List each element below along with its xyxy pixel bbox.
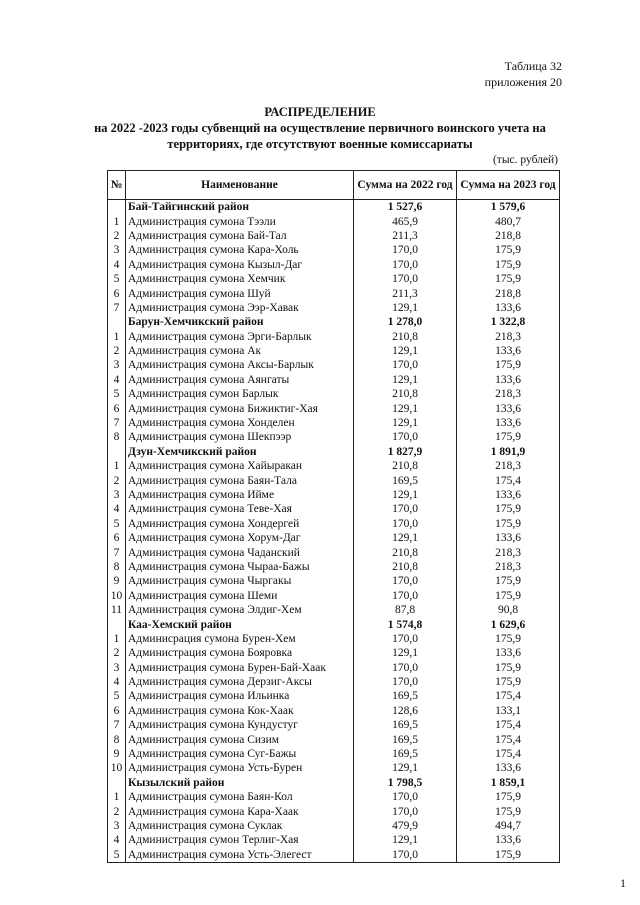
row-sum-2023: 1 859,1 — [457, 776, 560, 790]
table-row — [108, 560, 560, 574]
table-row — [108, 502, 560, 516]
row-sum-2022: 210,8 — [354, 560, 457, 574]
table-row — [108, 243, 560, 257]
row-sum-2023: 175,4 — [457, 732, 560, 746]
row-sum-2022: 170,0 — [354, 502, 457, 516]
row-sum-2022: 170,0 — [354, 675, 457, 689]
row-name: Администрация сумона Бурен-Бай-Хаак — [126, 661, 354, 675]
row-name: Администрация сумона Усть-Бурен — [126, 761, 354, 775]
row-number: 8 — [108, 560, 126, 574]
table-row — [108, 732, 560, 746]
title-line-2: на 2022 -2023 годы субвенций на осуществление первичного воинского учета на — [94, 121, 546, 135]
table-row — [108, 574, 560, 588]
row-number: 6 — [108, 401, 126, 415]
row-sum-2023: 133,6 — [457, 646, 560, 660]
row-number: 1 — [108, 790, 126, 804]
row-name: Администрация сумона Кара-Хаак — [126, 804, 354, 818]
row-sum-2022: 210,8 — [354, 545, 457, 559]
row-name: Администрация сумона Аксы-Барлык — [126, 358, 354, 372]
row-name: Администрация сумона Ээр-Хавак — [126, 301, 354, 315]
table-row — [108, 258, 560, 272]
row-sum-2023: 1 322,8 — [457, 315, 560, 329]
row-sum-2023: 175,9 — [457, 272, 560, 286]
row-sum-2022: 128,6 — [354, 704, 457, 718]
row-sum-2022: 1 574,8 — [354, 617, 457, 631]
row-name: Администрация сумона Баян-Тала — [126, 473, 354, 487]
row-sum-2023: 133,6 — [457, 401, 560, 415]
row-sum-2022: 170,0 — [354, 848, 457, 863]
table-row — [108, 272, 560, 286]
row-name: Администрация сумона Элдиг-Хем — [126, 603, 354, 617]
row-sum-2022: 210,8 — [354, 387, 457, 401]
row-sum-2023: 133,6 — [457, 531, 560, 545]
row-number: 2 — [108, 229, 126, 243]
column-header-number: № — [108, 171, 126, 200]
row-sum-2023: 133,1 — [457, 704, 560, 718]
row-number: 6 — [108, 704, 126, 718]
table-row — [108, 603, 560, 617]
row-sum-2023: 175,9 — [457, 243, 560, 257]
row-number — [108, 776, 126, 790]
row-number — [108, 617, 126, 631]
row-name: Администрация сумона Бижиктиг-Хая — [126, 401, 354, 415]
table-row — [108, 301, 560, 315]
row-name: Администрация сумона Хондергей — [126, 517, 354, 531]
table-row — [108, 344, 560, 358]
row-sum-2022: 170,0 — [354, 632, 457, 646]
row-number: 7 — [108, 301, 126, 315]
row-number: 5 — [108, 387, 126, 401]
row-sum-2022: 170,0 — [354, 358, 457, 372]
table-row — [108, 330, 560, 344]
table-row — [108, 401, 560, 415]
row-sum-2022: 129,1 — [354, 531, 457, 545]
row-sum-2023: 218,3 — [457, 459, 560, 473]
row-sum-2022: 169,5 — [354, 747, 457, 761]
table-row — [108, 819, 560, 833]
row-name: Администрация сумона Аянгаты — [126, 373, 354, 387]
row-number: 4 — [108, 833, 126, 847]
row-number: 10 — [108, 761, 126, 775]
table-row — [108, 459, 560, 473]
row-sum-2023: 218,8 — [457, 286, 560, 300]
row-sum-2022: 170,0 — [354, 430, 457, 444]
row-name: Администрация сумона Баян-Кол — [126, 790, 354, 804]
row-number: 6 — [108, 531, 126, 545]
row-sum-2023: 480,7 — [457, 214, 560, 228]
table-row — [108, 589, 560, 603]
table-row — [108, 488, 560, 502]
row-name: Администрация сумона Кундустуг — [126, 718, 354, 732]
row-number: 1 — [108, 330, 126, 344]
row-name: Администрация сумона Теве-Хая — [126, 502, 354, 516]
row-name: Барун-Хемчикский район — [126, 315, 354, 329]
district-row — [108, 315, 560, 329]
row-number: 7 — [108, 545, 126, 559]
row-sum-2022: 87,8 — [354, 603, 457, 617]
row-number: 2 — [108, 473, 126, 487]
row-sum-2023: 175,9 — [457, 358, 560, 372]
row-sum-2023: 1 891,9 — [457, 445, 560, 459]
table-row — [108, 833, 560, 847]
row-name: Дзун-Хемчикский район — [126, 445, 354, 459]
table-row — [108, 747, 560, 761]
row-sum-2022: 1 527,6 — [354, 200, 457, 215]
row-sum-2023: 133,6 — [457, 416, 560, 430]
row-name: Администрация сумона Хайыракан — [126, 459, 354, 473]
page-number: 1 — [620, 876, 626, 890]
row-number — [108, 200, 126, 215]
row-name: Администрация сумона Дерзиг-Аксы — [126, 675, 354, 689]
row-name: Администрация сумон Терлиг-Хая — [126, 833, 354, 847]
row-sum-2022: 465,9 — [354, 214, 457, 228]
row-name: Каа-Хемский район — [126, 617, 354, 631]
row-sum-2023: 218,3 — [457, 545, 560, 559]
table-row — [108, 661, 560, 675]
row-number — [108, 315, 126, 329]
row-name: Администрация сумона Шекпээр — [126, 430, 354, 444]
row-sum-2022: 129,1 — [354, 488, 457, 502]
row-sum-2023: 218,3 — [457, 330, 560, 344]
row-sum-2023: 175,9 — [457, 574, 560, 588]
title-line-3: территориях, где отсутствуют военные комиссариаты — [167, 137, 473, 151]
column-header-sum-2022: Сумма на 2022 год — [354, 171, 457, 200]
row-sum-2022: 1 827,9 — [354, 445, 457, 459]
row-name: Администрация сумона Суг-Бажы — [126, 747, 354, 761]
row-sum-2023: 175,9 — [457, 430, 560, 444]
row-sum-2022: 211,3 — [354, 286, 457, 300]
row-sum-2022: 210,8 — [354, 459, 457, 473]
table-row — [108, 804, 560, 818]
row-number: 8 — [108, 732, 126, 746]
row-name: Администрация сумона Эрги-Барлык — [126, 330, 354, 344]
row-sum-2023: 133,6 — [457, 488, 560, 502]
row-sum-2023: 218,3 — [457, 560, 560, 574]
row-sum-2023: 218,3 — [457, 387, 560, 401]
row-sum-2023: 175,9 — [457, 589, 560, 603]
table-row — [108, 531, 560, 545]
row-number: 3 — [108, 661, 126, 675]
district-row — [108, 776, 560, 790]
row-number: 5 — [108, 848, 126, 863]
row-name: Администрация сумона Чыргакы — [126, 574, 354, 588]
row-name: Кызылский район — [126, 776, 354, 790]
row-name: Администрация сумона Кызыл-Даг — [126, 258, 354, 272]
table-row — [108, 689, 560, 703]
row-sum-2023: 175,9 — [457, 804, 560, 818]
table-row — [108, 790, 560, 804]
row-number: 5 — [108, 272, 126, 286]
table-row — [108, 517, 560, 531]
row-name: Администрация сумона Чыраа-Бажы — [126, 560, 354, 574]
row-sum-2022: 129,1 — [354, 416, 457, 430]
table-row — [108, 675, 560, 689]
document-title — [0, 104, 640, 152]
table-row — [108, 373, 560, 387]
subvention-table — [107, 170, 560, 863]
row-number: 4 — [108, 675, 126, 689]
table-row — [108, 704, 560, 718]
row-sum-2022: 169,5 — [354, 732, 457, 746]
row-sum-2022: 210,8 — [354, 330, 457, 344]
row-sum-2022: 1 798,5 — [354, 776, 457, 790]
row-sum-2023: 175,9 — [457, 675, 560, 689]
row-sum-2023: 175,9 — [457, 258, 560, 272]
table-row — [108, 718, 560, 732]
district-row — [108, 617, 560, 631]
row-sum-2023: 133,6 — [457, 301, 560, 315]
row-sum-2022: 129,1 — [354, 373, 457, 387]
row-number: 4 — [108, 373, 126, 387]
row-sum-2022: 211,3 — [354, 229, 457, 243]
row-sum-2023: 175,4 — [457, 473, 560, 487]
row-sum-2022: 170,0 — [354, 272, 457, 286]
row-name: Админисрация сумона Бурен-Хем — [126, 632, 354, 646]
table-row — [108, 430, 560, 444]
table-row — [108, 387, 560, 401]
column-header-name: Наименование — [126, 171, 354, 200]
table-row — [108, 416, 560, 430]
units-label: (тыс. рублей) — [492, 154, 558, 166]
row-name: Администрация сумона Кара-Холь — [126, 243, 354, 257]
row-sum-2023: 494,7 — [457, 819, 560, 833]
row-sum-2023: 175,9 — [457, 848, 560, 863]
row-sum-2022: 479,9 — [354, 819, 457, 833]
row-sum-2023: 175,9 — [457, 517, 560, 531]
row-number: 11 — [108, 603, 126, 617]
table-row — [108, 286, 560, 300]
row-name: Администрация сумона Ийме — [126, 488, 354, 502]
row-sum-2023: 133,6 — [457, 344, 560, 358]
row-number: 2 — [108, 344, 126, 358]
row-sum-2022: 129,1 — [354, 761, 457, 775]
row-sum-2023: 90,8 — [457, 603, 560, 617]
row-name: Администрация сумона Шуй — [126, 286, 354, 300]
row-sum-2022: 170,0 — [354, 589, 457, 603]
row-sum-2023: 175,9 — [457, 790, 560, 804]
table-number: Таблица 32 — [504, 59, 562, 73]
row-name: Администрация сумона Хонделен — [126, 416, 354, 430]
row-sum-2022: 129,1 — [354, 401, 457, 415]
row-sum-2022: 170,0 — [354, 661, 457, 675]
row-sum-2022: 129,1 — [354, 646, 457, 660]
row-name: Администрация сумона Бай-Тал — [126, 229, 354, 243]
row-number: 7 — [108, 718, 126, 732]
table-row — [108, 545, 560, 559]
row-number: 2 — [108, 804, 126, 818]
table-body — [108, 200, 560, 863]
row-sum-2023: 175,4 — [457, 718, 560, 732]
row-name: Администрация сумона Усть-Элегест — [126, 848, 354, 863]
row-number: 9 — [108, 574, 126, 588]
table-row — [108, 646, 560, 660]
row-sum-2022: 170,0 — [354, 517, 457, 531]
row-sum-2022: 169,5 — [354, 473, 457, 487]
row-number: 4 — [108, 258, 126, 272]
table-row — [108, 214, 560, 228]
row-sum-2023: 133,6 — [457, 373, 560, 387]
row-sum-2022: 169,5 — [354, 718, 457, 732]
row-sum-2022: 170,0 — [354, 574, 457, 588]
row-sum-2023: 175,4 — [457, 689, 560, 703]
row-name: Администрация сумона Бояровка — [126, 646, 354, 660]
row-name: Администрация сумона Ильинка — [126, 689, 354, 703]
row-number: 3 — [108, 243, 126, 257]
row-sum-2023: 175,4 — [457, 747, 560, 761]
table-row — [108, 229, 560, 243]
title-line-1: РАСПРЕДЕЛЕНИЕ — [264, 105, 376, 119]
district-row — [108, 200, 560, 215]
row-name: Администрация сумона Шеми — [126, 589, 354, 603]
row-name: Администрация сумон Барлык — [126, 387, 354, 401]
table-row — [108, 848, 560, 863]
row-sum-2023: 218,8 — [457, 229, 560, 243]
row-number: 8 — [108, 430, 126, 444]
table-row — [108, 632, 560, 646]
row-sum-2022: 1 278,0 — [354, 315, 457, 329]
row-sum-2022: 129,1 — [354, 833, 457, 847]
row-sum-2023: 175,9 — [457, 661, 560, 675]
row-number: 4 — [108, 502, 126, 516]
row-number: 3 — [108, 819, 126, 833]
row-number: 9 — [108, 747, 126, 761]
row-sum-2022: 170,0 — [354, 790, 457, 804]
table-header-row — [108, 171, 560, 200]
district-row — [108, 445, 560, 459]
row-sum-2023: 175,9 — [457, 502, 560, 516]
row-sum-2023: 133,6 — [457, 833, 560, 847]
row-number: 1 — [108, 459, 126, 473]
row-sum-2022: 129,1 — [354, 301, 457, 315]
row-number: 3 — [108, 488, 126, 502]
row-number: 3 — [108, 358, 126, 372]
table-row — [108, 358, 560, 372]
row-sum-2022: 129,1 — [354, 344, 457, 358]
row-name: Бай-Тайгинский район — [126, 200, 354, 215]
row-number: 1 — [108, 632, 126, 646]
row-number: 10 — [108, 589, 126, 603]
table-row — [108, 473, 560, 487]
row-name: Администрация сумона Хемчик — [126, 272, 354, 286]
row-sum-2022: 170,0 — [354, 258, 457, 272]
row-name: Администрация сумона Сизим — [126, 732, 354, 746]
row-sum-2022: 170,0 — [354, 804, 457, 818]
row-name: Администрация сумона Хорум-Даг — [126, 531, 354, 545]
table-reference — [485, 58, 562, 90]
row-number: 2 — [108, 646, 126, 660]
column-header-sum-2023: Сумма на 2023 год — [457, 171, 560, 200]
row-number: 5 — [108, 689, 126, 703]
row-sum-2023: 1 629,6 — [457, 617, 560, 631]
row-number — [108, 445, 126, 459]
row-sum-2023: 1 579,6 — [457, 200, 560, 215]
row-name: Администрация сумона Ак — [126, 344, 354, 358]
appendix-reference: приложения 20 — [484, 75, 562, 89]
row-number: 5 — [108, 517, 126, 531]
row-number: 1 — [108, 214, 126, 228]
row-number: 6 — [108, 286, 126, 300]
row-sum-2022: 169,5 — [354, 689, 457, 703]
row-sum-2022: 170,0 — [354, 243, 457, 257]
table-row — [108, 761, 560, 775]
row-name: Администрация сумона Суклак — [126, 819, 354, 833]
row-number: 7 — [108, 416, 126, 430]
row-name: Администрация сумона Тээли — [126, 214, 354, 228]
row-sum-2023: 133,6 — [457, 761, 560, 775]
row-name: Администрация сумона Чаданский — [126, 545, 354, 559]
row-name: Администрация сумона Кок-Хаак — [126, 704, 354, 718]
row-sum-2023: 175,9 — [457, 632, 560, 646]
